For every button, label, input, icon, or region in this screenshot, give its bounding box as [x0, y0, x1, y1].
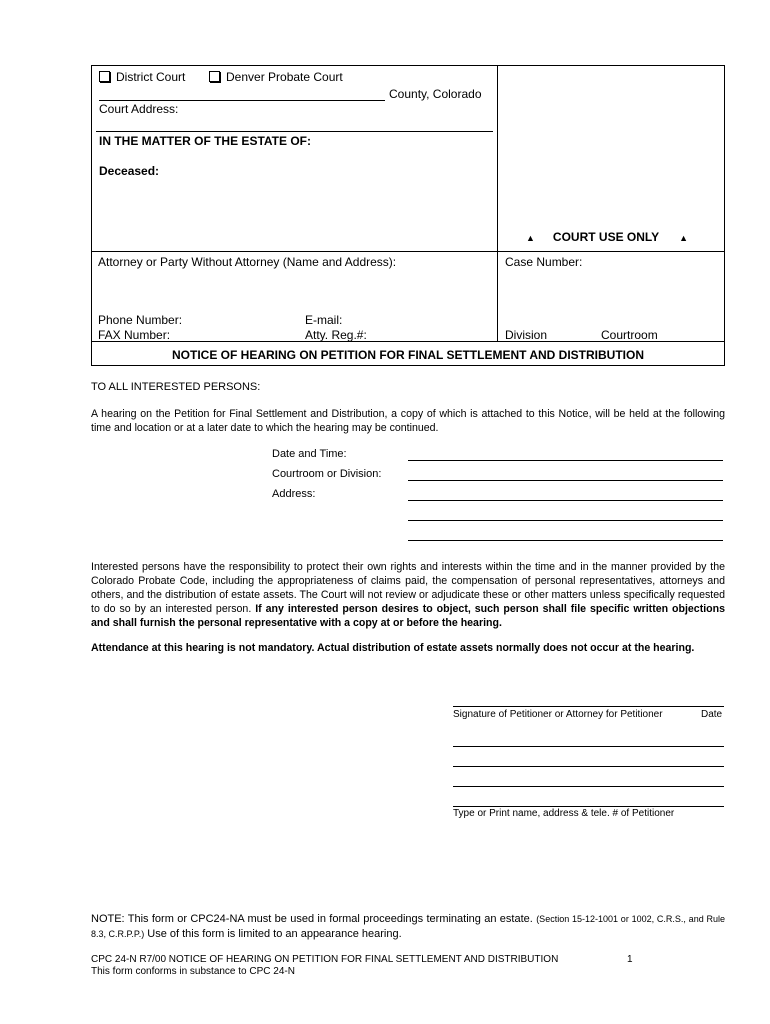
print-label: Type or Print name, address & tele. # of Petitioner	[453, 808, 675, 819]
petitioner-line-3[interactable]	[453, 786, 724, 787]
date-time-field[interactable]	[408, 460, 723, 461]
division-label: Division	[505, 328, 548, 342]
address-label: Address:	[272, 488, 316, 500]
responsibility-bold-text: If any interested person desires to object, such person shall file specific written objections and shall furnish the personal representative with a copy at or before the hearing.	[91, 603, 725, 629]
courtroom-division-field[interactable]	[408, 480, 723, 481]
attorney-label: Attorney or Party Without Attorney (Name and Address):	[98, 255, 397, 269]
court-address-rule	[96, 131, 493, 132]
atty-reg-label: Atty. Reg.#:	[305, 328, 367, 342]
up-arrow-icon: ▲	[526, 233, 535, 243]
email-label: E-mail:	[305, 313, 343, 327]
form-title: NOTICE OF HEARING ON PETITION FOR FINAL SETTLEMENT AND DISTRIBUTION	[172, 348, 644, 362]
caption-vertical-divider	[497, 65, 498, 342]
salutation: TO ALL INTERESTED PERSONS:	[91, 381, 261, 393]
district-court-label: District Court	[116, 70, 186, 84]
matter-heading: IN THE MATTER OF THE ESTATE OF:	[99, 134, 311, 148]
conforms-note: This form conforms in substance to CPC 24-N	[91, 966, 295, 977]
probate-court-label: Denver Probate Court	[226, 70, 343, 84]
note-main: NOTE: This form or CPC24-NA must be used in formal proceedings terminating an estate.	[91, 913, 533, 925]
county-suffix: County, Colorado	[389, 87, 482, 101]
attendance-paragraph: Attendance at this hearing is not mandatory. Actual distribution of estate assets normally does not occur at the hearing.	[91, 642, 695, 654]
date-time-label: Date and Time:	[272, 448, 347, 460]
probate-court-checkbox[interactable]	[209, 71, 220, 82]
deceased-label: Deceased:	[99, 164, 160, 178]
petitioner-line-1[interactable]	[453, 746, 724, 747]
probate-court-option[interactable]	[209, 70, 343, 84]
responsibility-paragraph	[91, 560, 725, 630]
note-paragraph	[91, 912, 725, 942]
signature-label: Signature of Petitioner or Attorney for Petitioner	[453, 709, 663, 720]
caption-box	[91, 65, 725, 366]
intro-paragraph: A hearing on the Petition for Final Settlement and Distribution, a copy of which is attached to this Notice, will be held at the following time and location or at a later date to which the hearing may be continued.	[91, 408, 725, 434]
district-court-option[interactable]	[99, 70, 185, 84]
address-field-line-2[interactable]	[408, 520, 723, 521]
courtroom-division-label: Courtroom or Division:	[272, 468, 382, 480]
court-use-only-label: COURT USE ONLY	[552, 230, 660, 244]
case-number-label: Case Number:	[505, 255, 583, 269]
form-id: CPC 24-N R7/00 NOTICE OF HEARING ON PETITION FOR FINAL SETTLEMENT AND DISTRIBUTION	[91, 954, 559, 965]
petitioner-line-2[interactable]	[453, 766, 724, 767]
date-label: Date	[701, 709, 723, 720]
responsibility-text: Interested persons have the responsibility to protect their own rights and interests within the time and in the manner provided by the Colorado Probate Code, including the appropriateness of claims paid, the compensation of personal representatives, attorneys and others, and the distribution of estate assets. The Court will not review or adjudicate these or other matters unless specifically requested to do so by an interested person.	[91, 561, 725, 615]
courtroom-label: Courtroom	[601, 328, 658, 342]
fax-label: FAX Number:	[98, 328, 171, 342]
phone-label: Phone Number:	[98, 313, 183, 327]
caption-row-divider	[91, 251, 725, 252]
county-blank-line[interactable]	[99, 100, 385, 101]
note-citation: (Section 15-12-1001 or 1002, C.R.S., and Rule 8.3, C.R.P.P.)	[91, 914, 725, 939]
court-use-only	[526, 230, 688, 244]
address-field-line-1[interactable]	[408, 500, 723, 501]
up-arrow-icon: ▲	[679, 233, 689, 243]
signature-line[interactable]	[453, 706, 724, 707]
page-number: 1	[627, 954, 633, 965]
address-field-line-3[interactable]	[408, 540, 723, 541]
petitioner-line-4[interactable]	[453, 806, 724, 807]
court-address-label: Court Address:	[99, 102, 179, 116]
district-court-checkbox[interactable]	[99, 71, 110, 82]
note-end: Use of this form is limited to an appearance hearing.	[147, 928, 402, 940]
